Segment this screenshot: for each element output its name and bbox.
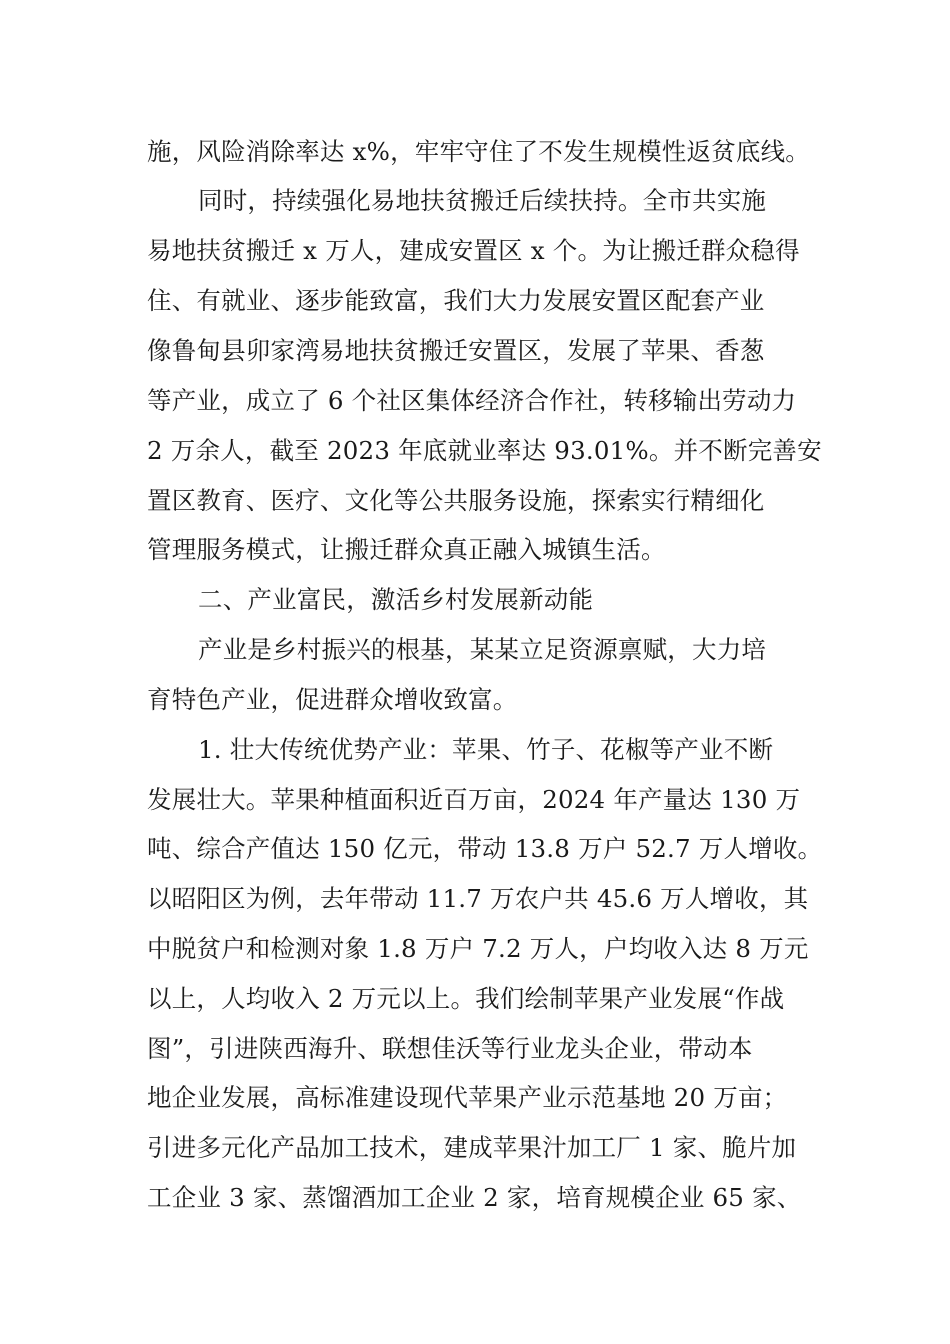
text-line: 育特色产业，促进群众增收致富。 bbox=[147, 685, 518, 714]
text-line: 发展壮大。苹果种植面积近百万亩，2024 年产量达 130 万 bbox=[147, 785, 801, 814]
text-line: 等产业，成立了 6 个社区集体经济合作社，转移输出劳动力 bbox=[147, 386, 797, 415]
text-line: 吨、综合产值达 150 亿元，带动 13.8 万户 52.7 万人增收。 bbox=[147, 834, 823, 863]
text-line: 引进多元化产品加工技术，建成苹果汁加工厂 1 家、脆片加 bbox=[147, 1133, 797, 1162]
text-line: 图”，引进陕西海升、联想佳沃等行业龙头企业，带动本 bbox=[147, 1034, 753, 1063]
text-line: 2 万余人，截至 2023 年底就业率达 93.01%。并不断完善安 bbox=[147, 436, 822, 465]
text-line: 同时，持续强化易地扶贫搬迁后续扶持。全市共实施 bbox=[198, 186, 767, 215]
text-line: 以昭阳区为例，去年带动 11.7 万农户共 45.6 万人增收，其 bbox=[147, 884, 809, 913]
text-line: 像鲁甸县卯家湾易地扶贫搬迁安置区，发展了苹果、香葱 bbox=[147, 336, 765, 365]
text-line: 置区教育、医疗、文化等公共服务设施，探索实行精细化 bbox=[147, 486, 765, 515]
text-line: 以上，人均收入 2 万元以上。我们绘制苹果产业发展“作战 bbox=[147, 984, 785, 1013]
text-line: 管理服务模式，让搬迁群众真正融入城镇生活。 bbox=[147, 535, 666, 564]
text-line: 易地扶贫搬迁 x 万人，建成安置区 x 个。为让搬迁群众稳得 bbox=[147, 236, 800, 265]
text-line: 1. 壮大传统优势产业：苹果、竹子、花椒等产业不断 bbox=[198, 735, 774, 764]
text-line: 工企业 3 家、蒸馏酒加工企业 2 家，培育规模企业 65 家、 bbox=[147, 1183, 802, 1212]
text-line: 地企业发展，高标准建设现代苹果产业示范基地 20 万亩； bbox=[147, 1083, 788, 1112]
text-line: 产业是乡村振兴的根基，某某立足资源禀赋，大力培 bbox=[198, 635, 767, 664]
text-line: 施，风险消除率达 x%，牢牢守住了不发生规模性返贫底线。 bbox=[147, 137, 810, 166]
text-line: 住、有就业、逐步能致富，我们大力发展安置区配套产业 bbox=[147, 286, 765, 315]
text-line: 中脱贫户和检测对象 1.8 万户 7.2 万人，户均收入达 8 万元 bbox=[147, 934, 809, 963]
section-heading: 二、产业富民，激活乡村发展新动能 bbox=[198, 585, 594, 614]
